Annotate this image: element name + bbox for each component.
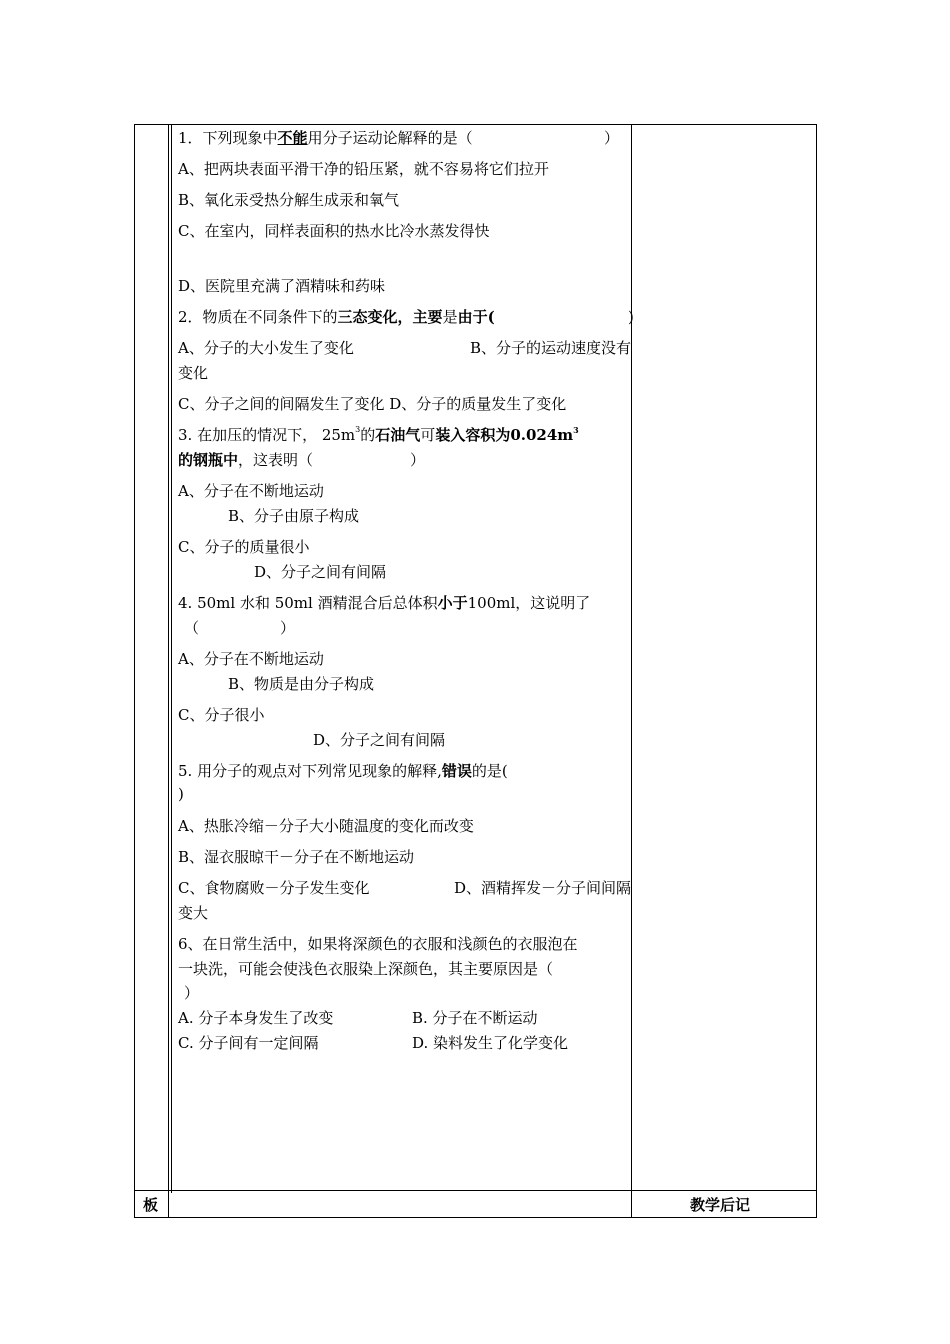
- q3-stem-text-2: 的: [360, 426, 376, 444]
- q3-unit-superscript-2: 3: [573, 425, 579, 435]
- q1-stem-text: 1．下列现象中: [178, 129, 278, 147]
- q1-stem-key: 不能: [277, 129, 308, 147]
- q1-stem-text-2: 用分子运动论解释的是（: [307, 129, 473, 147]
- q4-stem-key: 小于: [437, 594, 468, 612]
- q6-option-d: D. 染料发生了化学变化: [412, 1034, 569, 1052]
- q6-stem-line1: 6、在日常生活中，如果将深颜色的衣服和浅颜色的衣服泡在: [178, 935, 578, 953]
- q2-option-b: B、分子的运动速度没有: [470, 339, 632, 357]
- q2-stem-key-2: 由于(: [457, 308, 495, 326]
- q1-stem-close: ）: [604, 129, 620, 147]
- q5-option-d-continued: 变大: [178, 904, 209, 922]
- footer-row-divider: [134, 1190, 816, 1191]
- q1-option-b: B、氧化汞受热分解生成汞和氧气: [178, 191, 400, 209]
- q3-stem-text-4: ，这表明（: [238, 451, 314, 469]
- q2-stem-close: ): [628, 308, 634, 326]
- footer-left-label: 板: [143, 1196, 159, 1214]
- q6-option-c: C. 分子间有一定间隔: [178, 1034, 319, 1052]
- q2-option-b-continued: 变化: [178, 364, 209, 382]
- q5-option-d: D、酒精挥发－分子间间隔: [454, 879, 632, 897]
- q3-stem-key-3: 的钢瓶中: [178, 451, 239, 469]
- q3-stem-text: 3. 在加压的情况下， 25m: [178, 426, 356, 444]
- q1-option-d: D、医院里充满了酒精味和药味: [178, 277, 386, 295]
- q3-stem: [178, 426, 579, 444]
- q3-stem-key-2: 装入容积为0.024m: [435, 426, 574, 444]
- column-divider-right: [631, 124, 632, 1217]
- q3-option-b: B、分子由原子构成: [228, 507, 360, 525]
- q4-option-b: B、物质是由分子构成: [228, 675, 375, 693]
- q2-stem-text-2: 是: [442, 308, 458, 326]
- q3-stem-line2: [178, 451, 313, 469]
- q6-stem-line2: 一块洗，可能会使浅色衣服染上深颜色，其主要原因是（: [178, 960, 554, 978]
- q5-stem-key: 错误: [441, 762, 472, 780]
- q5-stem: [178, 762, 508, 780]
- q1-option-c: C、在室内，同样表面积的热水比冷水蒸发得快: [178, 222, 490, 240]
- q3-unit-superscript: 3: [355, 425, 361, 434]
- q3-stem-key: 石油气: [375, 426, 421, 444]
- q3-option-d: D、分子之间有间隔: [254, 563, 387, 581]
- q4-option-d: D、分子之间有间隔: [313, 731, 446, 749]
- q3-stem-close: ）: [410, 451, 426, 469]
- q5-option-b: B、湿衣服晾干－分子在不断地运动: [178, 848, 415, 866]
- q2-stem: [178, 308, 495, 326]
- q3-stem-text-3: 可: [420, 426, 436, 444]
- q5-option-a: A、热胀冷缩－分子大小随温度的变化而改变: [178, 817, 474, 835]
- q4-stem: [178, 594, 590, 612]
- q2-option-a: A、分子的大小发生了变化: [178, 339, 354, 357]
- q1-option-a: A、把两块表面平滑干净的铅压紧，就不容易将它们拉开: [178, 160, 549, 178]
- q3-option-c: C、分子的质量很小: [178, 538, 310, 556]
- q1-stem: [178, 129, 473, 147]
- q2-stem-text: 2．物质在不同条件下的: [178, 308, 338, 326]
- q4-option-a: A、分子在不断地运动: [178, 650, 324, 668]
- q2-options-cd: C、分子之间的间隔发生了变化 D、分子的质量发生了变化: [178, 395, 567, 413]
- q6-option-a: A. 分子本身发生了改变: [178, 1009, 334, 1027]
- footer-right-label: 教学后记: [690, 1196, 751, 1214]
- q6-stem-close: ）: [184, 984, 200, 1002]
- q4-stem-line2: （: [184, 619, 200, 637]
- q5-option-c: C、食物腐败－分子发生变化: [178, 879, 370, 897]
- q4-option-c: C、分子很小: [178, 706, 265, 724]
- q6-option-b: B. 分子在不断运动: [412, 1009, 538, 1027]
- column-divider-left-outer: [168, 124, 169, 1217]
- column-divider-left-inner: [171, 124, 172, 1193]
- q4-stem-text-2: 100ml，这说明了: [467, 594, 591, 612]
- q5-stem-text: 5. 用分子的观点对下列常见现象的解释,: [178, 762, 442, 780]
- q4-stem-close: ）: [280, 619, 296, 637]
- q4-stem-text: 4. 50ml 水和 50ml 酒精混合后总体积: [178, 594, 438, 612]
- q5-stem-close: ): [178, 785, 184, 803]
- q5-stem-text-2: 的是(: [471, 762, 508, 780]
- q3-option-a: A、分子在不断地运动: [178, 482, 324, 500]
- q2-stem-key: 三态变化，主要: [337, 308, 443, 326]
